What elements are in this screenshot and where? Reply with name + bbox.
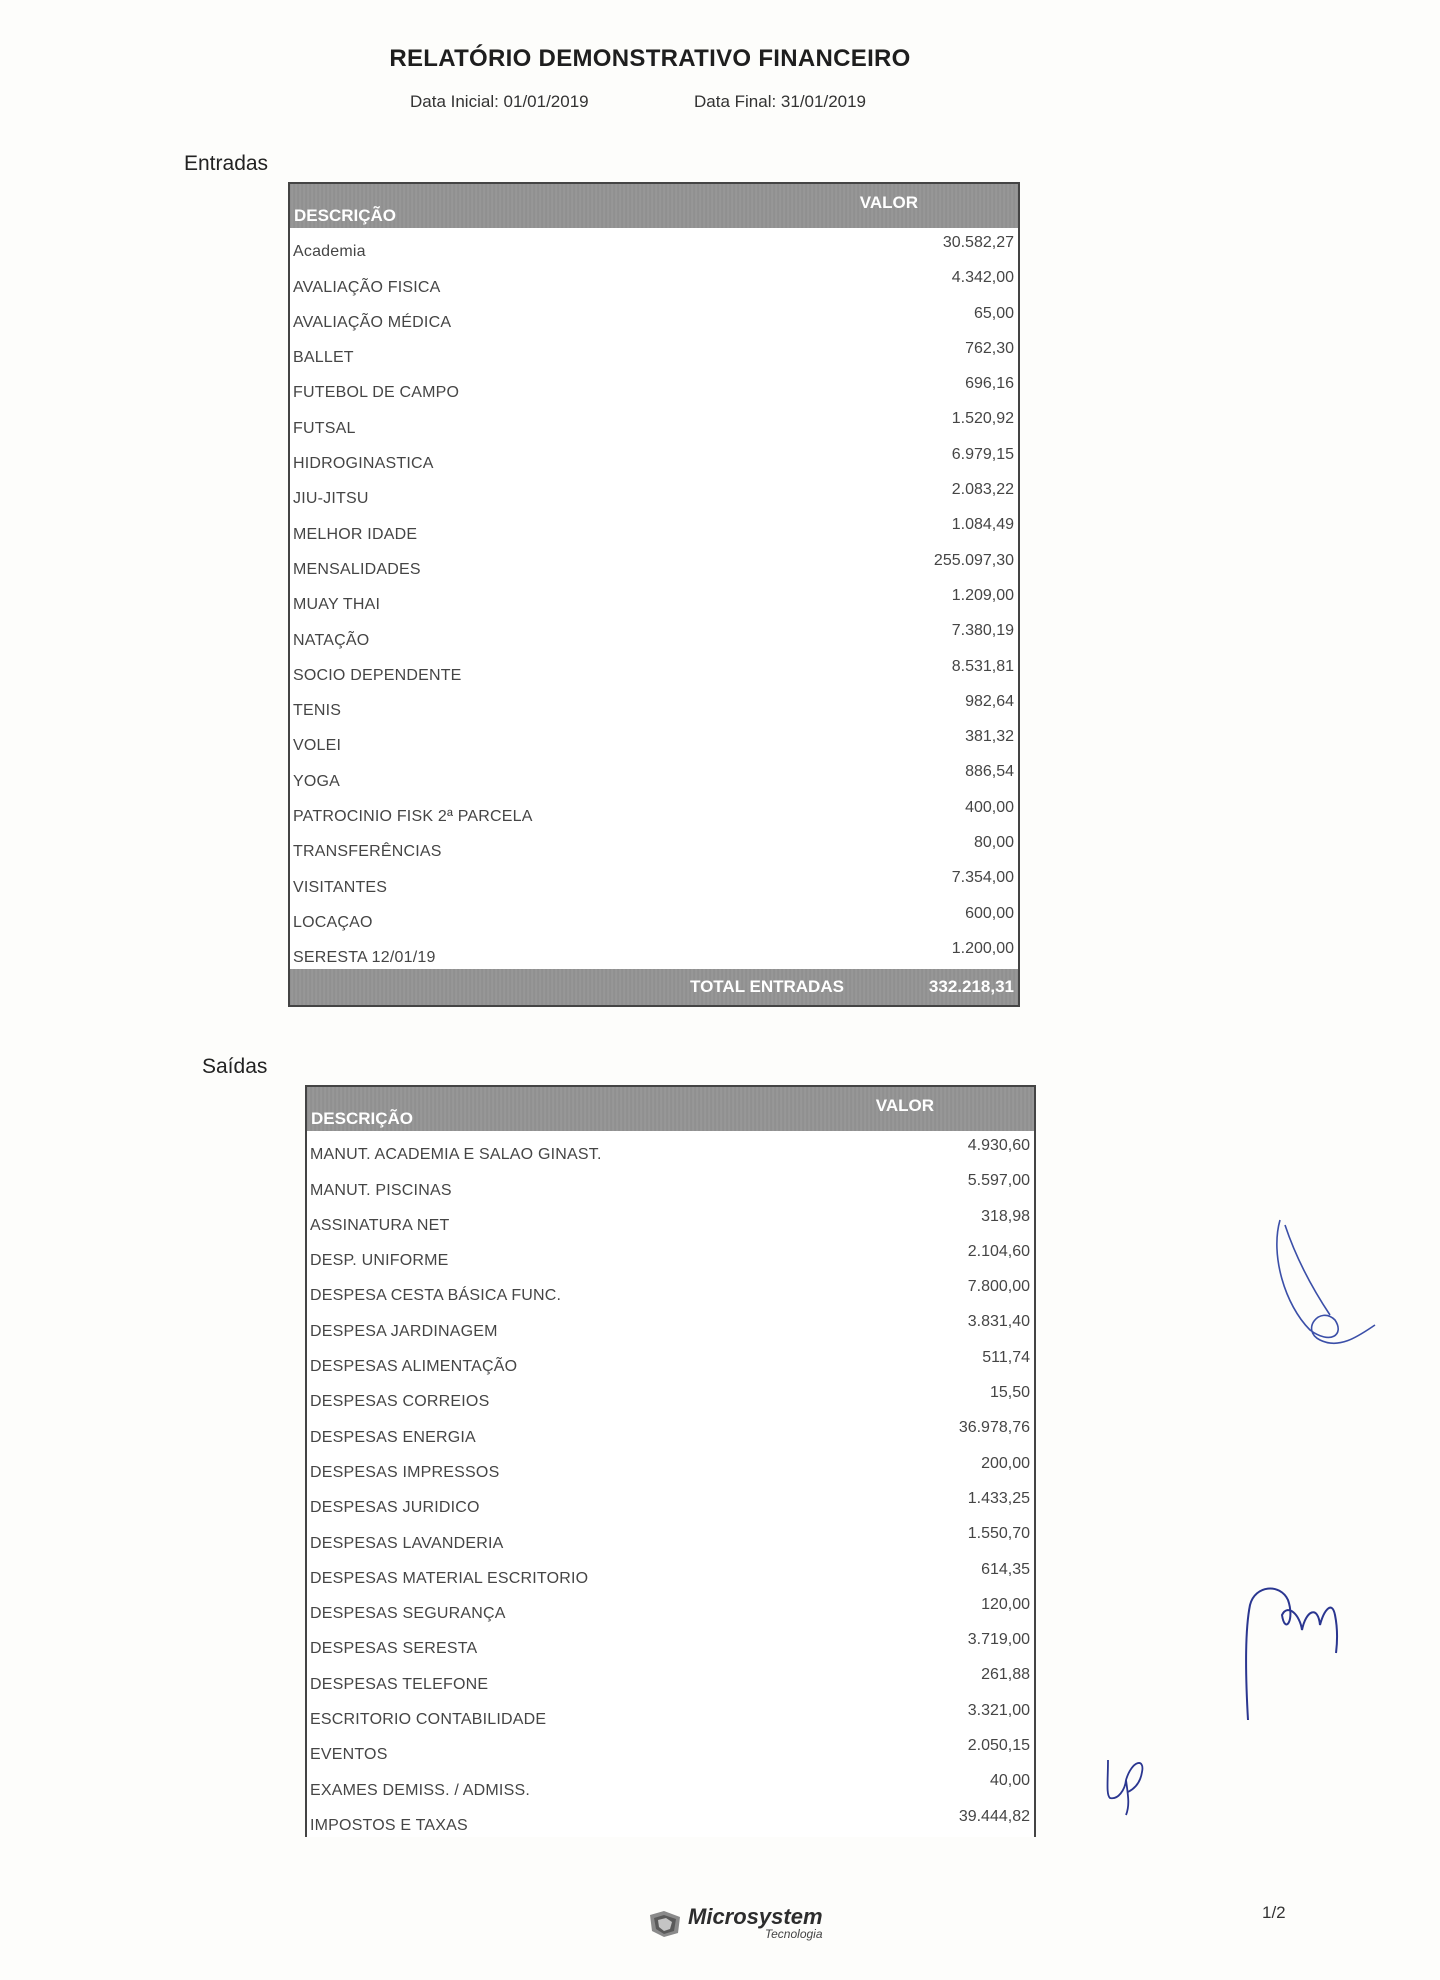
table-row	[290, 934, 1018, 969]
row-description: TENIS	[293, 702, 342, 720]
row-description: LOCAÇAO	[293, 913, 373, 931]
table-row	[307, 1696, 1034, 1731]
row-description: DESPESAS SERESTA	[310, 1640, 478, 1658]
table-row	[307, 1590, 1034, 1625]
row-value: 696,16	[965, 375, 1014, 393]
table-row	[307, 1766, 1034, 1801]
row-value: 120,00	[981, 1595, 1030, 1613]
row-value: 65,00	[973, 304, 1014, 322]
row-value: 5.597,00	[967, 1172, 1030, 1190]
table-row	[290, 546, 1018, 581]
footer-logo	[648, 1904, 823, 1941]
column-header-valor: VALOR	[875, 1096, 934, 1115]
row-value: 7.380,19	[951, 622, 1014, 640]
row-value: 80,00	[973, 834, 1014, 852]
row-value: 511,74	[982, 1348, 1030, 1366]
report-header	[0, 45, 1300, 73]
table-row	[290, 793, 1018, 828]
table-row	[290, 263, 1018, 298]
start-date: Data Inicial: 01/01/2019	[410, 92, 589, 111]
row-description: MANUT. ACADEMIA E SALAO GINAST.	[310, 1146, 602, 1164]
row-description: ESCRITORIO CONTABILIDADE	[310, 1711, 547, 1729]
row-description: NATAÇÃO	[293, 631, 370, 649]
row-value: 1.433,25	[967, 1489, 1030, 1507]
row-value: 1.084,49	[951, 516, 1014, 534]
table-row	[307, 1449, 1034, 1484]
table-row	[290, 581, 1018, 616]
table-row	[290, 334, 1018, 369]
row-description: ASSINATURA NET	[310, 1216, 450, 1234]
row-value: 8.531,81	[951, 657, 1014, 675]
entradas-total-row	[290, 969, 1018, 1005]
end-date: Data Final: 31/01/2019	[694, 92, 867, 111]
initials-mark	[1100, 1750, 1160, 1820]
row-description: DESPESAS CORREIOS	[310, 1393, 490, 1411]
row-value: 39.444,82	[958, 1807, 1030, 1825]
column-header-valor: VALOR	[859, 193, 918, 212]
row-description: FUTSAL	[293, 419, 356, 437]
row-description: MANUT. PISCINAS	[310, 1181, 452, 1199]
row-value: 30.582,27	[942, 234, 1014, 251]
table-row	[307, 1378, 1034, 1413]
row-value: 381,32	[965, 728, 1014, 746]
logo-name: Microsystem	[688, 1904, 823, 1929]
row-value: 4.930,60	[967, 1137, 1030, 1154]
row-description: DESPESAS TELEFONE	[310, 1675, 489, 1693]
row-description: IMPOSTOS E TAXAS	[310, 1816, 468, 1834]
row-description: DESPESAS IMPRESSOS	[310, 1463, 500, 1481]
logo-subtitle: Tecnologia	[764, 1927, 823, 1941]
table-row	[290, 510, 1018, 545]
row-description: BALLET	[293, 349, 354, 367]
entradas-table-body	[290, 228, 1018, 969]
entradas-table	[288, 182, 1020, 1007]
table-row	[290, 722, 1018, 757]
row-value: 40,00	[989, 1772, 1030, 1790]
row-description: DESPESA JARDINAGEM	[310, 1322, 498, 1340]
table-row	[290, 899, 1018, 934]
table-row	[307, 1484, 1034, 1519]
signature-mark-1	[1250, 1215, 1390, 1375]
table-row	[290, 475, 1018, 510]
row-description: DESPESAS SEGURANÇA	[310, 1605, 506, 1623]
saidas-table-header	[307, 1085, 1034, 1131]
column-header-descricao: DESCRIÇÃO	[294, 206, 397, 225]
row-value: 600,00	[965, 904, 1014, 922]
row-description: MUAY THAI	[293, 596, 381, 614]
table-row	[290, 863, 1018, 898]
row-description: Academia	[293, 243, 366, 261]
row-description: YOGA	[293, 772, 341, 790]
row-value: 886,54	[965, 763, 1014, 781]
row-description: TRANSFERÊNCIAS	[293, 843, 442, 861]
table-row	[290, 616, 1018, 651]
row-value: 2.050,15	[967, 1737, 1030, 1755]
row-description: PATROCINIO FISK 2ª PARCELA	[293, 808, 533, 826]
table-row	[307, 1555, 1034, 1590]
row-description: VOLEI	[293, 737, 342, 755]
row-description: DESPESAS LAVANDERIA	[310, 1534, 504, 1552]
saidas-table	[305, 1085, 1036, 1837]
row-description: DESPESA CESTA BÁSICA FUNC.	[310, 1287, 562, 1305]
row-value: 318,98	[981, 1207, 1030, 1225]
row-description: DESPESAS ENERGIA	[310, 1428, 476, 1446]
table-row	[307, 1202, 1034, 1237]
table-row	[290, 369, 1018, 404]
table-row	[290, 299, 1018, 334]
saidas-label: Saídas	[202, 1055, 268, 1078]
column-header-descricao: DESCRIÇÃO	[311, 1109, 414, 1128]
row-value: 3.321,00	[967, 1701, 1030, 1719]
row-description: MELHOR IDADE	[293, 525, 418, 543]
row-value: 1.200,00	[951, 939, 1014, 957]
row-value: 6.979,15	[951, 445, 1014, 463]
row-value: 15,50	[989, 1384, 1030, 1402]
row-value: 614,35	[981, 1560, 1030, 1578]
row-value: 982,64	[965, 692, 1014, 710]
table-row	[307, 1131, 1034, 1166]
row-description: HIDROGINASTICA	[293, 455, 434, 473]
microsystem-logo-icon	[648, 1909, 682, 1939]
row-value: 36.978,76	[958, 1419, 1030, 1437]
row-value: 1.550,70	[967, 1525, 1030, 1543]
page-number: 1/2	[1262, 1903, 1286, 1922]
table-row	[307, 1660, 1034, 1695]
row-value: 261,88	[981, 1666, 1030, 1684]
row-value: 200,00	[981, 1454, 1030, 1472]
row-description: EVENTOS	[310, 1746, 388, 1764]
table-row	[307, 1307, 1034, 1342]
entradas-label: Entradas	[184, 152, 269, 175]
entradas-table-header	[290, 182, 1018, 228]
table-row	[307, 1166, 1034, 1201]
table-row	[307, 1519, 1034, 1554]
row-description: DESPESAS MATERIAL ESCRITORIO	[310, 1569, 589, 1587]
row-value: 400,00	[965, 798, 1014, 816]
table-row	[307, 1802, 1034, 1837]
row-description: AVALIAÇÃO MÉDICA	[293, 313, 452, 331]
table-row	[307, 1731, 1034, 1766]
total-entradas-label: TOTAL ENTRADAS	[690, 977, 844, 997]
table-row	[307, 1413, 1034, 1448]
row-value: 3.719,00	[967, 1631, 1030, 1649]
row-description: AVALIAÇÃO FISICA	[293, 278, 441, 296]
signature-mark-2	[1240, 1575, 1370, 1725]
saidas-table-body	[307, 1131, 1034, 1837]
table-row	[290, 828, 1018, 863]
table-row	[307, 1272, 1034, 1307]
row-description: DESP. UNIFORME	[310, 1252, 449, 1270]
row-value: 7.800,00	[967, 1278, 1030, 1296]
row-value: 255.097,30	[933, 551, 1014, 569]
row-description: FUTEBOL DE CAMPO	[293, 384, 460, 402]
table-row	[307, 1343, 1034, 1378]
table-row	[307, 1237, 1034, 1272]
row-description: SOCIO DEPENDENTE	[293, 666, 462, 684]
table-row	[290, 228, 1018, 263]
table-row	[290, 652, 1018, 687]
table-row	[290, 757, 1018, 792]
row-description: SERESTA 12/01/19	[293, 949, 436, 967]
row-value: 2.083,22	[951, 481, 1014, 499]
table-row	[307, 1625, 1034, 1660]
row-description: DESPESAS ALIMENTAÇÃO	[310, 1358, 518, 1376]
report-title: RELATÓRIO DEMONSTRATIVO FINANCEIRO	[389, 45, 911, 72]
table-row	[290, 687, 1018, 722]
row-value: 762,30	[965, 339, 1014, 357]
row-value: 4.342,00	[951, 269, 1014, 287]
row-description: DESPESAS JURIDICO	[310, 1499, 480, 1517]
row-value: 7.354,00	[951, 869, 1014, 887]
row-description: EXAMES DEMISS. / ADMISS.	[310, 1781, 530, 1799]
row-description: VISITANTES	[293, 878, 388, 896]
table-row	[290, 440, 1018, 475]
total-entradas-value: 332.218,31	[928, 977, 1014, 997]
row-value: 1.520,92	[951, 410, 1014, 428]
row-description: MENSALIDADES	[293, 560, 421, 578]
row-description: JIU-JITSU	[293, 490, 369, 508]
table-row	[290, 404, 1018, 439]
row-value: 1.209,00	[951, 586, 1014, 604]
row-value: 2.104,60	[967, 1242, 1030, 1260]
row-value: 3.831,40	[967, 1313, 1030, 1331]
